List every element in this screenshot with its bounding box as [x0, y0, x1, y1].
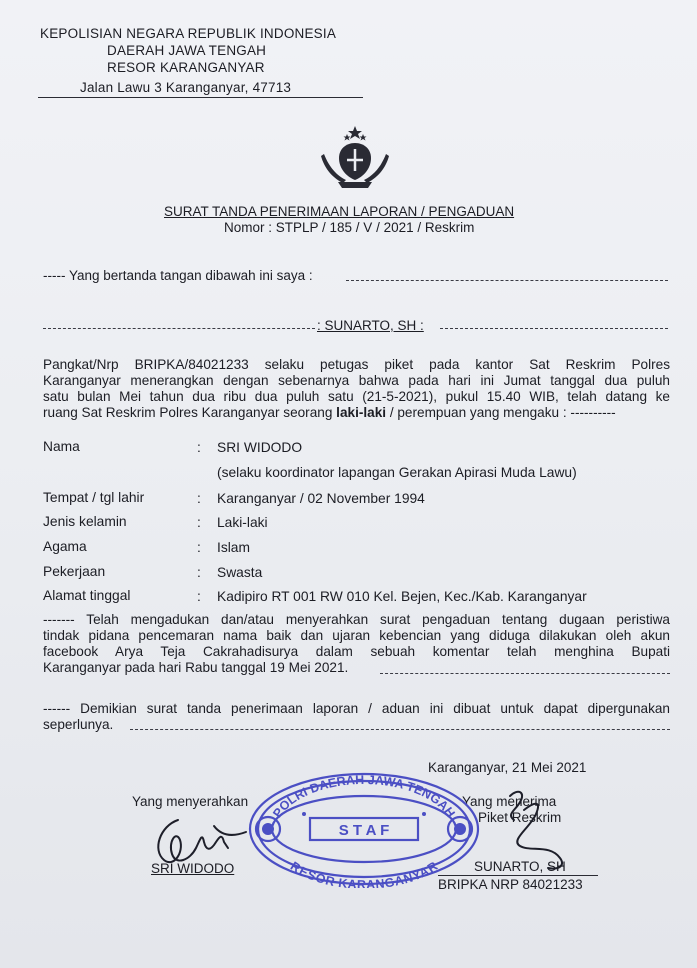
- colon: :: [197, 540, 201, 555]
- colon: :: [197, 491, 201, 506]
- region-name: DAERAH JAWA TENGAH: [107, 43, 267, 58]
- official-stamp-icon: [246, 770, 482, 888]
- dash-fill: [130, 729, 670, 730]
- document-number: Nomor : STPLP / 185 / V / 2021 / Reskrim: [224, 220, 475, 235]
- colon: :: [197, 515, 201, 530]
- stamp-center-text: S T A F: [338, 822, 390, 839]
- label-occupation: Pekerjaan: [43, 564, 106, 579]
- value-religion: Islam: [217, 540, 250, 555]
- right-signer-rank: BRIPKA NRP 84021233: [438, 877, 583, 892]
- place-date: Karanganyar, 21 Mei 2021: [428, 760, 587, 775]
- dash-fill: [43, 328, 315, 329]
- left-signer-name: SRI WIDODO: [151, 861, 235, 876]
- statement-line: ruang Sat Reskrim Polres Karanganyar seorang laki-laki / perempuan yang mengaku : ----------: [43, 405, 616, 420]
- stamp-bottom-text: RESOR KARANGANYAR: [287, 858, 441, 888]
- left-signer-title: Yang menyerahkan: [132, 794, 249, 809]
- police-emblem-icon: [318, 124, 392, 192]
- complaint-line: ------- Telah mengadukan dan/atau menyerahkan surat pengaduan tentang dugaan peristiwa: [43, 612, 670, 627]
- dash-fill: [380, 673, 670, 674]
- resort-name: RESOR KARANGANYAR: [107, 60, 265, 75]
- stamp-top-text: POLRI DAERAH JAWA TENGAH: [270, 772, 458, 821]
- complaint-line: tindak pidana pencemaran nama baik dan ujaran kebencian yang diduga dilakukan oleh akun: [43, 628, 670, 643]
- complaint-line: Karanganyar pada hari Rabu tanggal 19 Mei 2021.: [43, 660, 349, 675]
- dash-fill: [440, 328, 668, 329]
- dash-fill: [346, 280, 668, 281]
- right-signer-title: Yang menerima: [462, 794, 557, 809]
- value-gender: Laki-laki: [217, 515, 268, 530]
- colon: :: [197, 589, 201, 604]
- closing-line: ------ Demikian surat tanda penerimaan laporan / aduan ini dibuat untuk dapat dipergunakan: [43, 701, 670, 716]
- institution-name: KEPOLISIAN NEGARA REPUBLIK INDONESIA: [40, 26, 337, 41]
- statement-line: Pangkat/Nrp BRIPKA/84021233 selaku petugas piket pada kantor Sat Reskrim Polres: [43, 357, 670, 372]
- label-gender: Jenis kelamin: [43, 514, 127, 529]
- closing-line: seperlunya.: [43, 717, 114, 732]
- value-name: SRI WIDODO: [217, 440, 303, 455]
- label-address: Alamat tinggal: [43, 588, 131, 603]
- document-title: SURAT TANDA PENERIMAAN LAPORAN / PENGADUAN: [164, 204, 515, 219]
- value-role: (selaku koordinator lapangan Gerakan Apirasi Muda Lawu): [217, 465, 577, 480]
- right-signer-subtitle: Piket Reskrim: [478, 810, 562, 825]
- colon: :: [197, 565, 201, 580]
- statement-line: Karanganyar menerangkan dengan sebenarnya bahwa pada hari ini Jumat tanggal dua puluh: [43, 373, 670, 388]
- value-address: Kadipiro RT 001 RW 010 Kel. Bejen, Kec./Kab. Karanganyar: [217, 589, 587, 604]
- label-name: Nama: [43, 439, 80, 454]
- header-divider: [38, 97, 363, 98]
- officer-name: : SUNARTO, SH :: [317, 318, 424, 333]
- value-occupation: Swasta: [217, 565, 263, 580]
- right-signer-name: SUNARTO, SH: [474, 859, 566, 874]
- statement-line: satu bulan Mei tahun dua ribu dua puluh satu (21-5-2021), pukul 15.40 WIB, telah datang ke: [43, 389, 670, 404]
- address: Jalan Lawu 3 Karanganyar, 47713: [80, 80, 292, 95]
- colon: :: [197, 440, 201, 455]
- label-birth: Tempat / tgl lahir: [43, 490, 145, 505]
- intro-text: ----- Yang bertanda tangan dibawah ini saya :: [43, 268, 313, 283]
- complaint-line: facebook Arya Teja Cakrahadisurya dalam sebuah komentar telah menghina Bupati: [43, 644, 670, 659]
- label-religion: Agama: [43, 539, 87, 554]
- value-birth: Karanganyar / 02 November 1994: [217, 491, 425, 506]
